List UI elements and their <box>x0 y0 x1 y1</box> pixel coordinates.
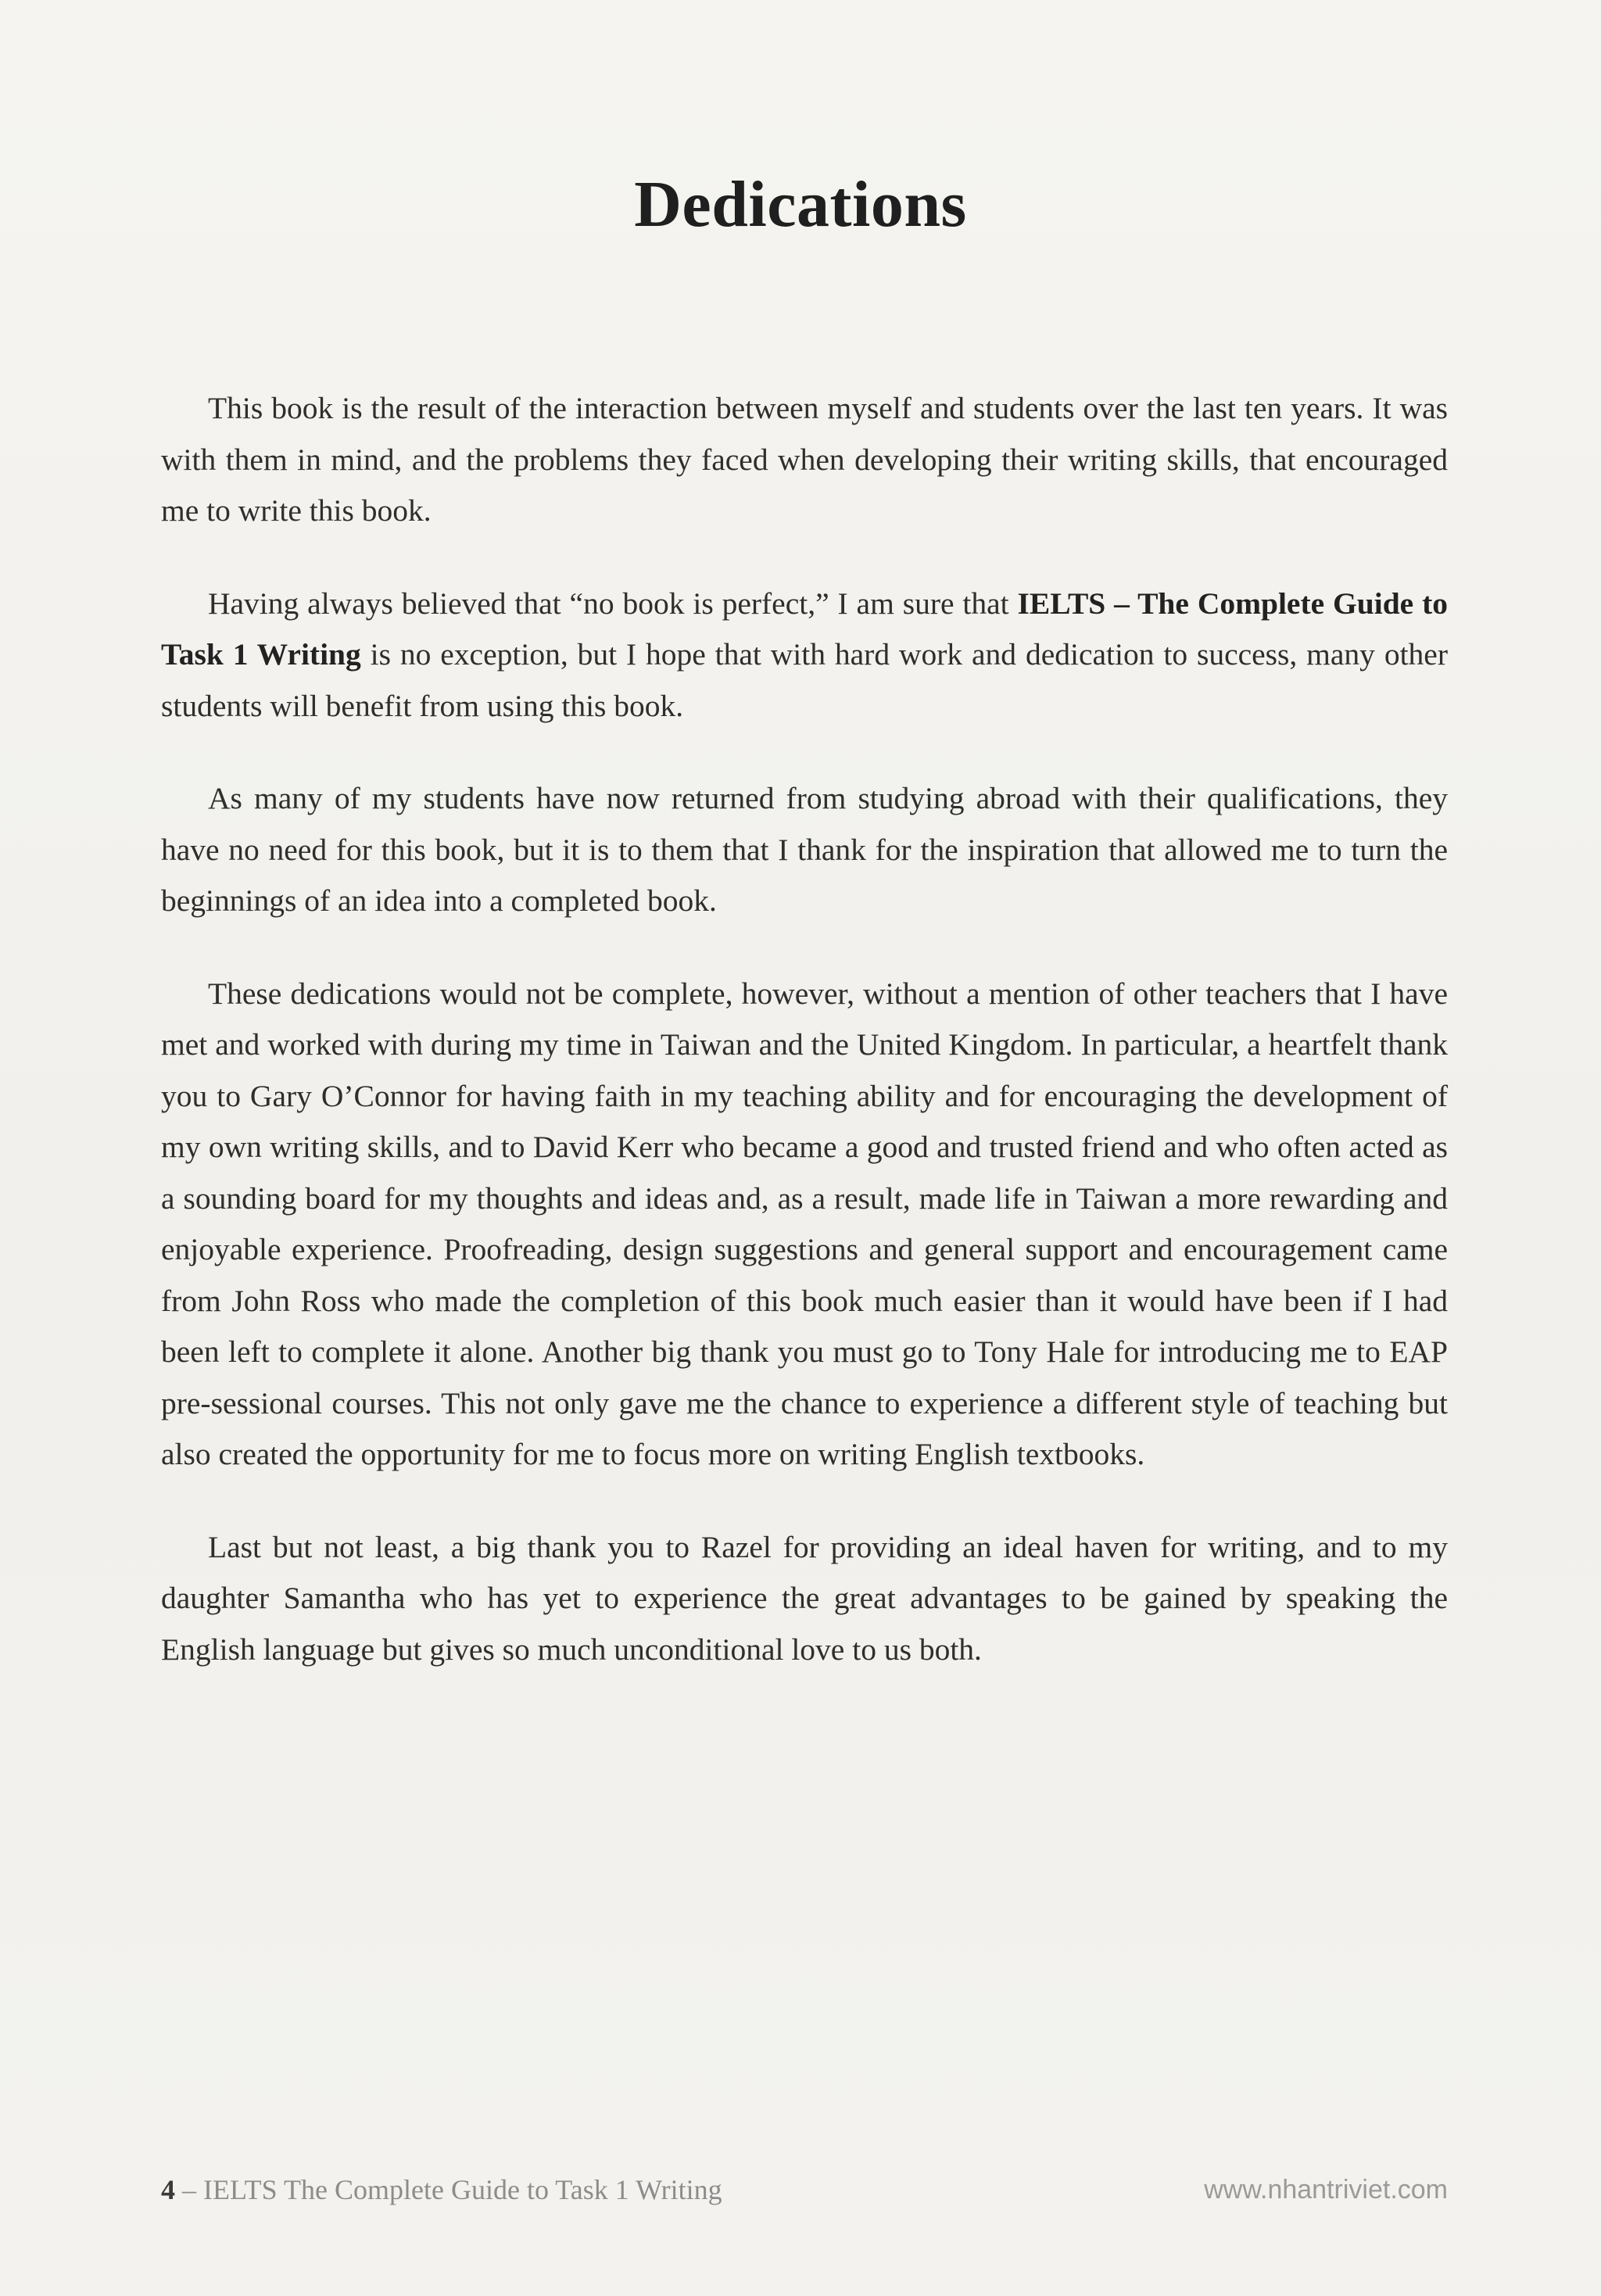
paragraph-4 <box>161 969 1448 1481</box>
page-footer <box>161 2170 1448 2209</box>
paragraph-text: This book is the result of the interaction between myself and students over the last ten years. It was with them in mind, and the problems they faced when developing their writing skills, that encouraged me to write this book. <box>161 391 1448 528</box>
footer-separator: – <box>175 2174 203 2205</box>
paragraph-5 <box>161 1522 1448 1676</box>
dedications-body <box>161 383 1448 1717</box>
page-title: Dedications <box>634 168 967 241</box>
paragraph-3 <box>161 773 1448 927</box>
page-number: 4 <box>161 2174 175 2205</box>
paragraph-text: These dedications would not be complete, however, without a mention of other teachers that I have met and worked with during my time in Taiwan and the United Kingdom. In particular, a heartfelt thank you to Gary O’Connor for having faith in my teaching ability and for encouraging the development of my own writing skills, and to David Kerr who became a good and trusted friend and who often acted as a sounding board for my thoughts and ideas and, as a result, made life in Taiwan a more rewarding and enjoyable experience. Proofreading, design suggestions and general support and encouragement came from John Ross who made the completion of this book much easier than it would have been if I had been left to complete it alone. Another big thank you must go to Tony Hale for introducing me to EAP pre-sessional courses. This not only gave me the chance to experience a different style of teaching but also created the opportunity for me to focus more on writing English textbooks. <box>161 976 1448 1471</box>
paragraph-text: is no exception, but I hope that with hard work and dedication to success, many other students will benefit from using this book. <box>161 637 1448 723</box>
paragraph-1 <box>161 383 1448 537</box>
footer-book-title: IELTS The Complete Guide to Task 1 Writing <box>203 2174 722 2205</box>
footer-running-title <box>161 2170 722 2209</box>
paragraph-text: Last but not least, a big thank you to Razel for providing an ideal haven for writing, and to my daughter Samantha who has yet to experience the great advantages to be gained by speaking the English language but gives so much unconditional love to us both. <box>161 1529 1448 1667</box>
footer-website: www.nhantriviet.com <box>1204 2175 1448 2205</box>
paragraph-text: Having always believed that “no book is perfect,” I am sure that <box>208 586 1018 621</box>
paragraph-2 <box>161 578 1448 732</box>
book-title-emphasis: IELTS – The Complete Guide to Task 1 Writing <box>161 586 1449 672</box>
paragraph-text: As many of my students have now returned from studying abroad with their qualifications, they have no need for this book, but it is to them that I thank for the inspiration that allowed me to turn the beginnings of an idea into a completed book. <box>161 781 1448 918</box>
